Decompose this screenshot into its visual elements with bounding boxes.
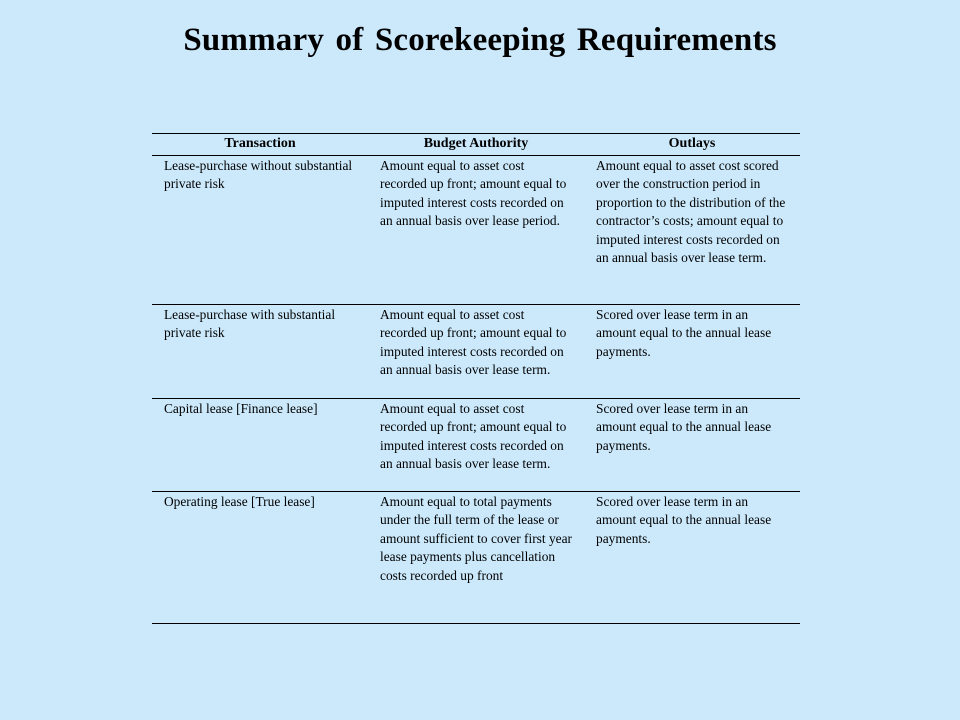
budget-authority-cell: Amount equal to asset cost recorded up front; amount equal to imputed interest costs recorded on an annual basis over lease term. [368, 398, 584, 491]
column-header-transaction: Transaction [152, 134, 368, 156]
outlays-cell: Scored over lease term in an amount equal to the annual lease payments. [584, 304, 800, 398]
table-header-row [152, 134, 800, 156]
budget-authority-cell: Amount equal to asset cost recorded up front; amount equal to imputed interest costs recorded on an annual basis over lease period. [368, 155, 584, 304]
outlays-cell: Amount equal to asset cost scored over the construction period in proportion to the distribution of the contractor’s costs; amount equal to imputed interest costs recorded on an annual basis over lease term. [584, 155, 800, 304]
scorekeeping-table-container [152, 133, 800, 624]
outlays-cell: Scored over lease term in an amount equal to the annual lease payments. [584, 491, 800, 623]
transaction-cell: Operating lease [True lease] [152, 491, 368, 623]
transaction-cell: Lease-purchase with substantial private risk [152, 304, 368, 398]
outlays-cell: Scored over lease term in an amount equal to the annual lease payments. [584, 398, 800, 491]
budget-authority-cell: Amount equal to asset cost recorded up front; amount equal to imputed interest costs recorded on an annual basis over lease term. [368, 304, 584, 398]
column-header-outlays: Outlays [584, 134, 800, 156]
table-row [152, 155, 800, 304]
scorekeeping-table [152, 133, 800, 624]
budget-authority-cell: Amount equal to total payments under the full term of the lease or amount sufficient to cover first year lease payments plus cancellation costs recorded up front [368, 491, 584, 623]
transaction-cell: Capital lease [Finance lease] [152, 398, 368, 491]
table-row [152, 491, 800, 623]
transaction-cell: Lease-purchase without substantial private risk [152, 155, 368, 304]
column-header-budget-authority: Budget Authority [368, 134, 584, 156]
slide-title: Summary of Scorekeeping Requirements [183, 22, 777, 58]
table-row [152, 304, 800, 398]
table-row [152, 398, 800, 491]
